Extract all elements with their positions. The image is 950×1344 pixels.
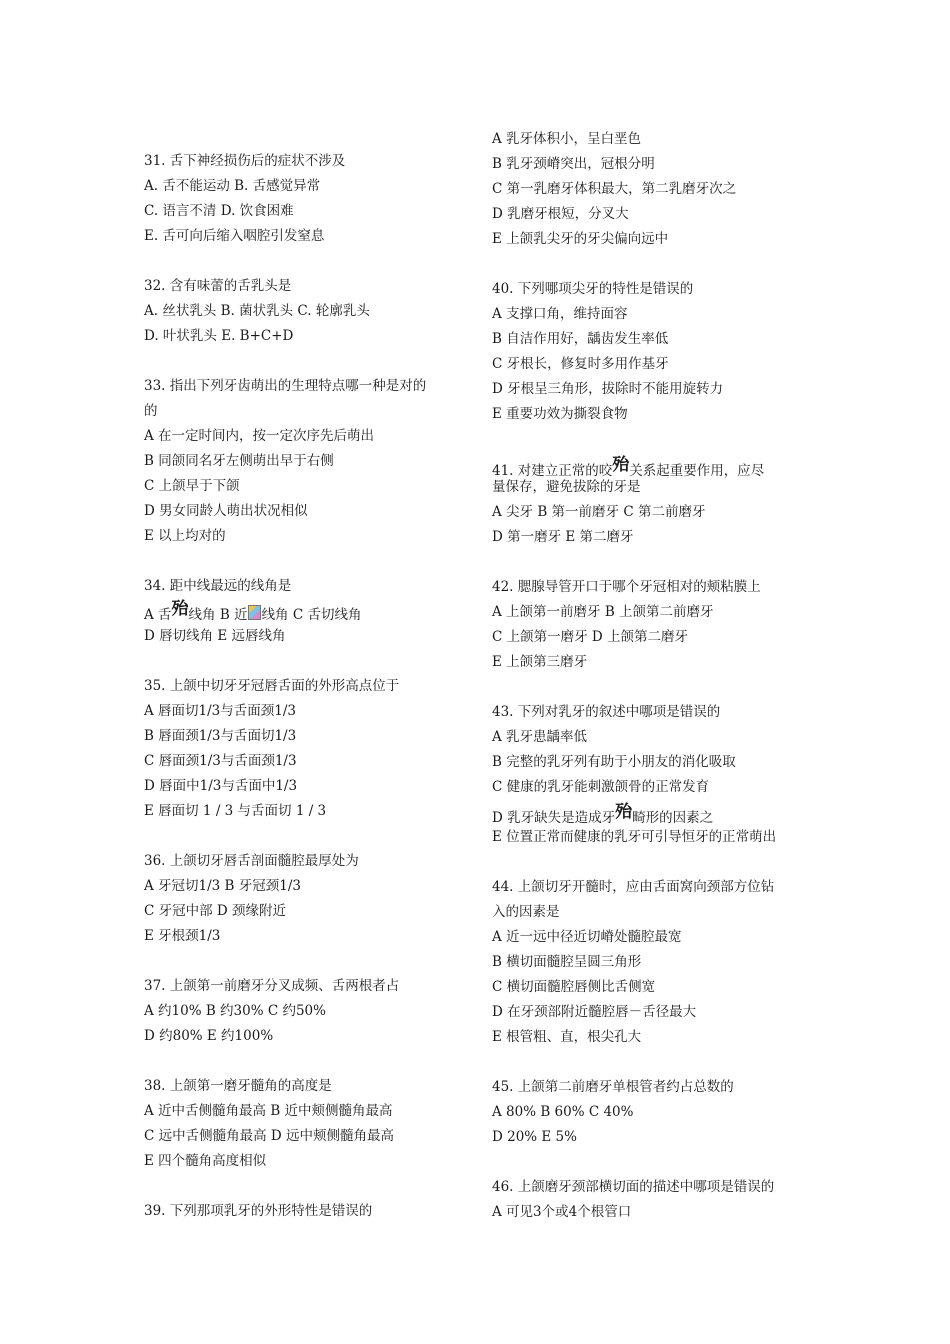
occlusal-glyph: 殆 (612, 455, 630, 475)
inline-image-glyph (248, 605, 261, 620)
question-text: 36. 上颌切牙唇舌剖面髓腔最厚处为 (144, 853, 359, 869)
answer-option: C 牙冠中部 D 颈缘附近 (144, 903, 287, 919)
question-text: 35. 上颌中切牙牙冠唇舌面的外形高点位于 (144, 678, 400, 694)
question-text: 43. 下列对乳牙的叙述中哪项是错误的 (492, 704, 721, 720)
answer-option: E 位置正常而健康的乳牙可引导恒牙的正常萌出 (492, 829, 777, 845)
answer-option: D 牙根呈三角形，拔除时不能用旋转力 (492, 381, 724, 397)
question-text: 40. 下列哪项尖牙的特性是错误的 (492, 281, 694, 297)
text-segment: 41. 对建立正常的咬 (492, 463, 613, 479)
answer-option: E. 舌可向后缩入咽腔引发窒息 (144, 228, 325, 244)
answer-option: C 牙根长，修复时多用作基牙 (492, 356, 669, 372)
answer-option: D 20% E 5% (492, 1129, 577, 1145)
answer-option: A 牙冠切1/3 B 牙冠颈1/3 (144, 878, 301, 894)
answer-option: B 乳牙颈嵴突出，冠根分明 (492, 156, 655, 172)
answer-option: C 健康的乳牙能刺激颌骨的正常发育 (492, 779, 710, 795)
answer-option: A 80% B 60% C 40% (492, 1104, 634, 1120)
answer-option: A 可见3个或4个根管口 (492, 1204, 632, 1220)
question-text (492, 455, 765, 479)
answer-option: E 唇面切 1 / 3 与舌面切 1 / 3 (144, 803, 327, 819)
question-text: 32. 含有味蕾的舌乳头是 (144, 278, 292, 294)
answer-option: D 唇面中1/3与舌面中1/3 (144, 778, 298, 794)
answer-option: E 根管粗、直，根尖孔大 (492, 1029, 642, 1045)
answer-option: 入的因素是 (492, 904, 560, 920)
answer-option: A 乳牙体积小，呈白垩色 (492, 131, 642, 147)
text-segment: 畸形的因素之 (632, 810, 714, 826)
text-segment: 线角 B 近 (188, 607, 248, 623)
answer-option: A 乳牙患龋率低 (492, 729, 588, 745)
occlusal-glyph: 殆 (171, 599, 189, 619)
answer-option: D 唇切线角 E 远唇线角 (144, 628, 286, 644)
answer-option: A. 舌不能运动 B. 舌感觉异常 (144, 178, 321, 194)
answer-option: D 第一磨牙 E 第二磨牙 (492, 529, 634, 545)
answer-option: D 约80% E 约100% (144, 1028, 274, 1044)
answer-option: B 唇面颈1/3与舌面切1/3 (144, 728, 297, 744)
answer-option (492, 802, 714, 826)
question-text: 37. 上颌第一前磨牙分叉成频、舌两根者占 (144, 978, 400, 994)
answer-option: D 乳磨牙根短，分叉大 (492, 206, 629, 222)
question-text: 31. 舌下神经损伤后的症状不涉及 (144, 153, 346, 169)
answer-option: A 唇面切1/3与舌面颈1/3 (144, 703, 296, 719)
answer-option: D 在牙颈部附近髓腔唇－舌径最大 (492, 1004, 697, 1020)
answer-option: A 近一远中径近切嵴处髓腔最宽 (492, 929, 682, 945)
text-segment: A 舌 (144, 607, 172, 623)
answer-option: B 完整的乳牙列有助于小朋友的消化吸取 (492, 754, 736, 770)
answer-option: A 约10% B 约30% C 约50% (144, 1003, 326, 1019)
answer-option: B 横切面髓腔呈圆三角形 (492, 954, 642, 970)
answer-option: B 同颌同名牙左侧萌出早于右侧 (144, 453, 334, 469)
question-text: 38. 上颌第一磨牙髓角的高度是 (144, 1078, 332, 1094)
answer-option: E 上颌乳尖牙的牙尖偏向远中 (492, 231, 669, 247)
answer-option: 量保存，避免拔除的牙是 (492, 479, 641, 495)
text-segment: D 乳牙缺失是造成牙 (492, 810, 616, 826)
text-segment: 关系起重要作用，应尽 (629, 463, 765, 479)
answer-option: E 以上均对的 (144, 528, 226, 544)
answer-option: E 重要功效为撕裂食物 (492, 406, 628, 422)
answer-option: A 近中舌侧髓角最高 B 近中颊侧髓角最高 (144, 1103, 393, 1119)
answer-option: C 第一乳磨牙体积最大，第二乳磨牙次之 (492, 181, 737, 197)
question-text: 33. 指出下列牙齿萌出的生理特点哪一种是对的 (144, 378, 427, 394)
answer-option: C 远中舌侧髓角最高 D 远中颊侧髓角最高 (144, 1128, 395, 1144)
answer-option: D 男女同龄人萌出状况相似 (144, 503, 308, 519)
answer-option: C 上颌第一磨牙 D 上颌第二磨牙 (492, 629, 689, 645)
question-text: 45. 上颌第二前磨牙单根管者约占总数的 (492, 1079, 734, 1095)
answer-option: A 上颌第一前磨牙 B 上颌第二前磨牙 (492, 604, 714, 620)
question-text: 42. 腮腺导管开口于哪个牙冠相对的颊粘膜上 (492, 579, 761, 595)
answer-option (144, 599, 362, 623)
answer-option: E 四个髓角高度相似 (144, 1153, 267, 1169)
answer-option: C. 语言不清 D. 饮食困难 (144, 203, 294, 219)
question-text: 46. 上颌磨牙颈部横切面的描述中哪项是错误的 (492, 1179, 775, 1195)
text-segment: 线角 C 舌切线角 (261, 607, 362, 623)
answer-option: C 上颌早于下颌 (144, 478, 240, 494)
question-text: 34. 距中线最远的线角是 (144, 578, 292, 594)
answer-option: 的 (144, 403, 158, 419)
answer-option: D. 叶状乳头 E. B+C+D (144, 328, 294, 344)
answer-option: B 自洁作用好，龋齿发生率低 (492, 331, 669, 347)
answer-option: A 尖牙 B 第一前磨牙 C 第二前磨牙 (492, 504, 706, 520)
answer-option: A 支撑口角，维持面容 (492, 306, 628, 322)
answer-option: E 上颌第三磨牙 (492, 654, 588, 670)
answer-option: C 唇面颈1/3与舌面颈1/3 (144, 753, 297, 769)
question-text: 44. 上颌切牙开髓时，应由舌面窝向颈部方位钻 (492, 879, 775, 895)
answer-option: A. 丝状乳头 B. 菌状乳头 C. 轮廓乳头 (144, 303, 370, 319)
question-text: 39. 下列那项乳牙的外形特性是错误的 (144, 1203, 373, 1219)
occlusal-glyph: 殆 (615, 802, 633, 822)
answer-option: A 在一定时间内，按一定次序先后萌出 (144, 428, 375, 444)
answer-option: C 横切面髓腔唇侧比舌侧宽 (492, 979, 656, 995)
answer-option: E 牙根颈1/3 (144, 928, 221, 944)
